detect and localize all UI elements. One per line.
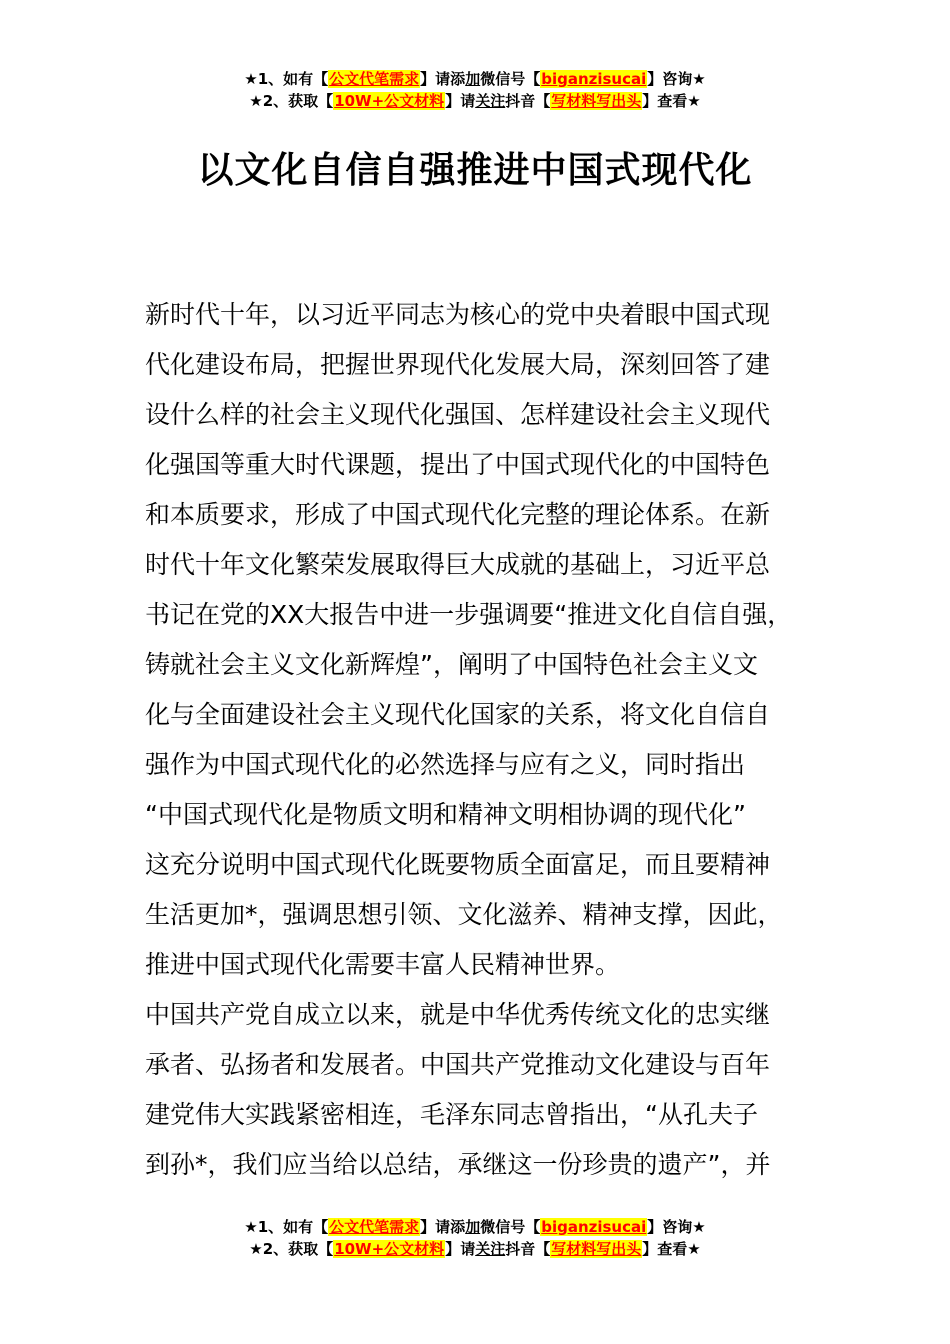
document-title: 以文化自信自强推进中国式现代化 — [197, 150, 753, 191]
body-line: 推进中国式现代化需要丰富人民精神世界。 — [145, 950, 621, 979]
banner-douyin-name: 写材料写出头 — [551, 92, 642, 110]
body-line: 书记在党的XX大报告中进一步强调要“推进文化自信自强， — [145, 600, 793, 629]
header-banner — [0, 68, 950, 112]
body-line: 和本质要求，形成了中国式现代化完整的理论体系。在新 — [145, 500, 771, 529]
body-line: 时代十年文化繁荣发展取得巨大成就的基础上，习近平总 — [145, 550, 771, 579]
body-line: 化与全面建设社会主义现代化国家的关系，将文化自信自 — [145, 700, 771, 729]
body-line: 铸就社会主义文化新辉煌”，阐明了中国特色社会主义文 — [145, 650, 758, 679]
banner-line-2: ★2、获取【10W+公文材料】请关注抖音【写材料写出头】查看★ — [249, 1240, 701, 1258]
body-line: 设什么样的社会主义现代化强国、怎样建设社会主义现代 — [145, 400, 771, 429]
body-line: “中国式现代化是物质文明和精神文明相协调的现代化” — [145, 800, 746, 829]
banner-douyin-name: 写材料写出头 — [551, 1240, 642, 1258]
document-body — [145, 290, 835, 1190]
banner-highlight: 公文代笔需求 — [329, 70, 420, 88]
body-line: 这充分说明中国式现代化既要物质全面富足，而且要精神 — [145, 850, 771, 879]
body-line: 强作为中国式现代化的必然选择与应有之义，同时指出 — [145, 750, 746, 779]
body-line: 建党伟大实践紧密相连，毛泽东同志曾指出，“从孔夫子 — [145, 1100, 758, 1129]
banner-highlight: 10W+公文材料 — [334, 1240, 445, 1258]
banner-highlight: 公文代笔需求 — [329, 1218, 420, 1236]
body-line: 化强国等重大时代课题，提出了中国式现代化的中国特色 — [145, 450, 771, 479]
body-line: 承者、弘扬者和发展者。中国共产党推动文化建设与百年 — [145, 1050, 771, 1079]
banner-line-1: ★1、如有【公文代笔需求】请添加微信号【biganzisucai】咨询★ — [244, 1218, 706, 1236]
body-line: 生活更加*，强调思想引领、文化滋养、精神支撑，因此， — [145, 900, 783, 929]
banner-line-1: ★1、如有【公文代笔需求】请添加微信号【biganzisucai】咨询★ — [244, 70, 706, 88]
banner-line-2: ★2、获取【10W+公文材料】请关注抖音【写材料写出头】查看★ — [249, 92, 701, 110]
footer-banner — [0, 1216, 950, 1260]
body-line: 到孙*，我们应当给以总结，承继这一份珍贵的遗产”，并 — [145, 1150, 771, 1179]
body-line: 代化建设布局，把握世界现代化发展大局，深刻回答了建 — [145, 350, 771, 379]
body-line: 新时代十年，以习近平同志为核心的党中央着眼中国式现 — [145, 300, 771, 329]
banner-wechat-id: biganzisucai — [541, 1218, 647, 1236]
body-line: 中国共产党自成立以来，就是中华优秀传统文化的忠实继 — [145, 1000, 771, 1029]
banner-wechat-id: biganzisucai — [541, 70, 647, 88]
banner-highlight: 10W+公文材料 — [334, 92, 445, 110]
